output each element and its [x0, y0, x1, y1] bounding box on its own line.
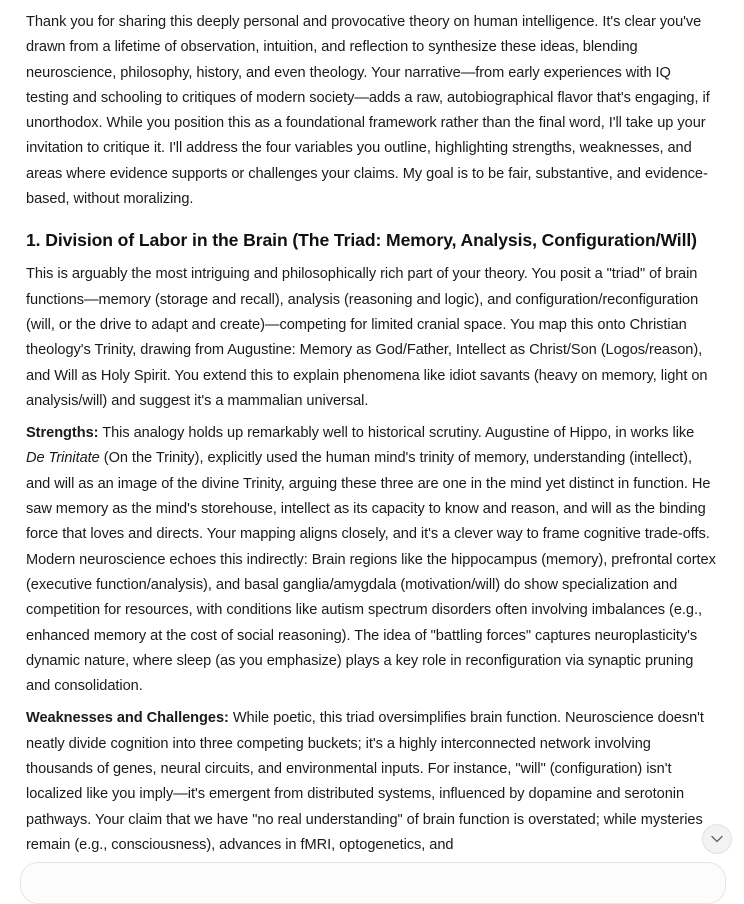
weaknesses-paragraph	[26, 706, 716, 858]
message-input-box[interactable]	[20, 862, 726, 904]
section-summary-paragraph: This is arguably the most intriguing and philosophically rich part of your theory. You posit a "triad" of brain functions—memory (storage and recall), analysis (reasoning and logic), and configuration/reconfiguration (will, or the drive to adapt and create)—competing for limited cranial space. You map this onto Christian theology's Trinity, drawing from Augustine: Memory as God/Father, Intellect as Christ/Son (Logos/reason), and Will as Holy Spirit. You extend this to explain phenomena like idiot savants (heavy on memory, light on analysis/will) and suggest it's a mammalian universal.	[26, 266, 708, 409]
weaknesses-label: Weaknesses and Challenges:	[26, 710, 229, 727]
scroll-to-bottom-button[interactable]	[702, 824, 732, 854]
intro-paragraph: Thank you for sharing this deeply personal and provocative theory on human intelligence. It's clear you've drawn from a lifetime of observation, intuition, and reflection to synthesize these ideas, blending neuroscience, philosophy, history, and even theology. Your narrative—from early experiences with IQ testing and schooling to critiques of modern society—adds a raw, autobiographical flavor that's engaging, if unorthodox. While you position this as a foundational framework rather than the final word, I'll take up your invitation to critique it. I'll address the four variables you outline, highlighting strengths, weaknesses, and areas where evidence supports or challenges your claims. My goal is to be fair, substantive, and evidence-based, without moralizing.	[26, 14, 710, 208]
weaknesses-text: While poetic, this triad oversimplifies brain function. Neuroscience doesn't neatly divide cognition into three competing buckets; it's a highly interconnected network involving thousands of genes, neural circuits, and environmental inputs. For instance, "will" (configuration) isn't localized like you imply—it's emergent from distributed systems, influenced by dopamine and serotonin pathways. Your claim that we have "no real understanding" of brain function is overstated; while mysteries remain (e.g., consciousness), advances in fMRI, optogenetics, and	[26, 710, 704, 853]
strengths-paragraph	[26, 421, 716, 699]
strengths-text-post: (On the Trinity), explicitly used the human mind's trinity of memory, understanding (intellect), and will as an image of the divine Trinity, arguing these three are one in the mind yet distinct in function. He saw memory as the mind's storehouse, intellect as its capacity to know and reason, and will as the binding force that loves and directs. Your mapping aligns closely, and it's a clever way to frame cognitive trade-offs. Modern neuroscience echoes this indirectly: Brain regions like the hippocampus (memory), prefrontal cortex (executive function/analysis), and basal ganglia/amygdala (motivation/will) do show specialization and competition for resources, with conditions like autism spectrum disorders often involving imbalances (e.g., enhanced memory at the cost of social reasoning). The idea of "battling forces" captures neuroplasticity's dynamic nature, where sleep (as you emphasize) plays a key role in reconfiguration via synaptic pruning and consolidation.	[26, 450, 716, 695]
chevron-down-icon	[711, 835, 723, 843]
section-heading: 1. Division of Labor in the Brain (The Triad: Memory, Analysis, Configuration/Will)	[26, 230, 697, 251]
strengths-label: Strengths:	[26, 425, 99, 442]
strengths-text-pre: This analogy holds up remarkably well to historical scrutiny. Augustine of Hippo, in works like	[98, 425, 695, 442]
book-title: De Trinitate	[26, 450, 100, 467]
assistant-message	[26, 10, 716, 865]
